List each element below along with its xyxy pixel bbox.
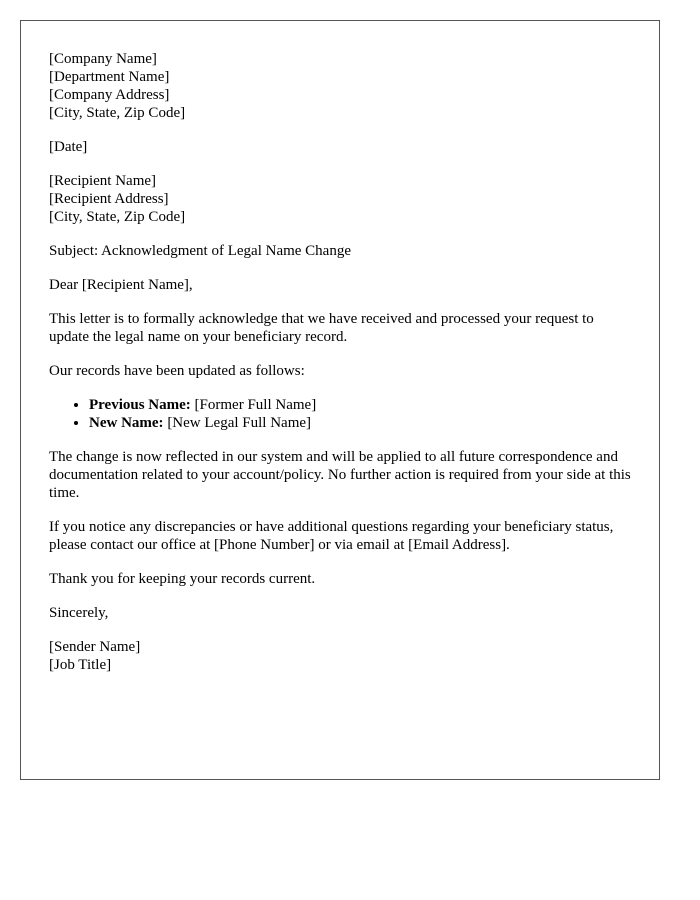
list-item-new-name: [89, 414, 631, 432]
list-item-previous-name: [89, 396, 631, 414]
recipient-name: [Recipient Name]: [49, 173, 157, 189]
new-name-label: New Name:: [89, 415, 164, 431]
recipient-address-block: [49, 172, 631, 226]
subject-line: Subject: Acknowledgment of Legal Name Change: [49, 243, 351, 259]
letter-page: [20, 20, 660, 780]
intro-paragraph: This letter is to formally acknowledge that we have received and processed your request to update the legal name on your beneficiary record.: [49, 311, 594, 345]
recipient-address: [Recipient Address]: [49, 191, 169, 207]
change-reflected-paragraph: The change is now reflected in our system and will be applied to all future correspondence and documentation related to your account/policy. No further action is required from your side at this time.: [49, 449, 631, 501]
sender-address-block: [49, 50, 631, 122]
company-city-state-zip: [City, State, Zip Code]: [49, 105, 186, 121]
company-name: [Company Name]: [49, 51, 157, 67]
name-update-list: [49, 396, 631, 432]
letter-date: [Date]: [49, 139, 88, 155]
sender-job-title: [Job Title]: [49, 657, 112, 673]
contact-paragraph: If you notice any discrepancies or have additional questions regarding your beneficiary status, please contact our office at [Phone Number] or via email at [Email Address].: [49, 519, 614, 553]
company-address: [Company Address]: [49, 87, 170, 103]
closing: Sincerely,: [49, 605, 109, 621]
signature-block: [49, 638, 631, 674]
salutation: Dear [Recipient Name],: [49, 277, 193, 293]
sender-name: [Sender Name]: [49, 639, 141, 655]
recipient-city-state-zip: [City, State, Zip Code]: [49, 209, 186, 225]
previous-name-label: Previous Name:: [89, 397, 191, 413]
thanks-paragraph: Thank you for keeping your records current.: [49, 571, 316, 587]
previous-name-value: [Former Full Name]: [194, 397, 317, 413]
records-intro-paragraph: Our records have been updated as follows:: [49, 363, 305, 379]
new-name-value: [New Legal Full Name]: [167, 415, 312, 431]
department-name: [Department Name]: [49, 69, 170, 85]
